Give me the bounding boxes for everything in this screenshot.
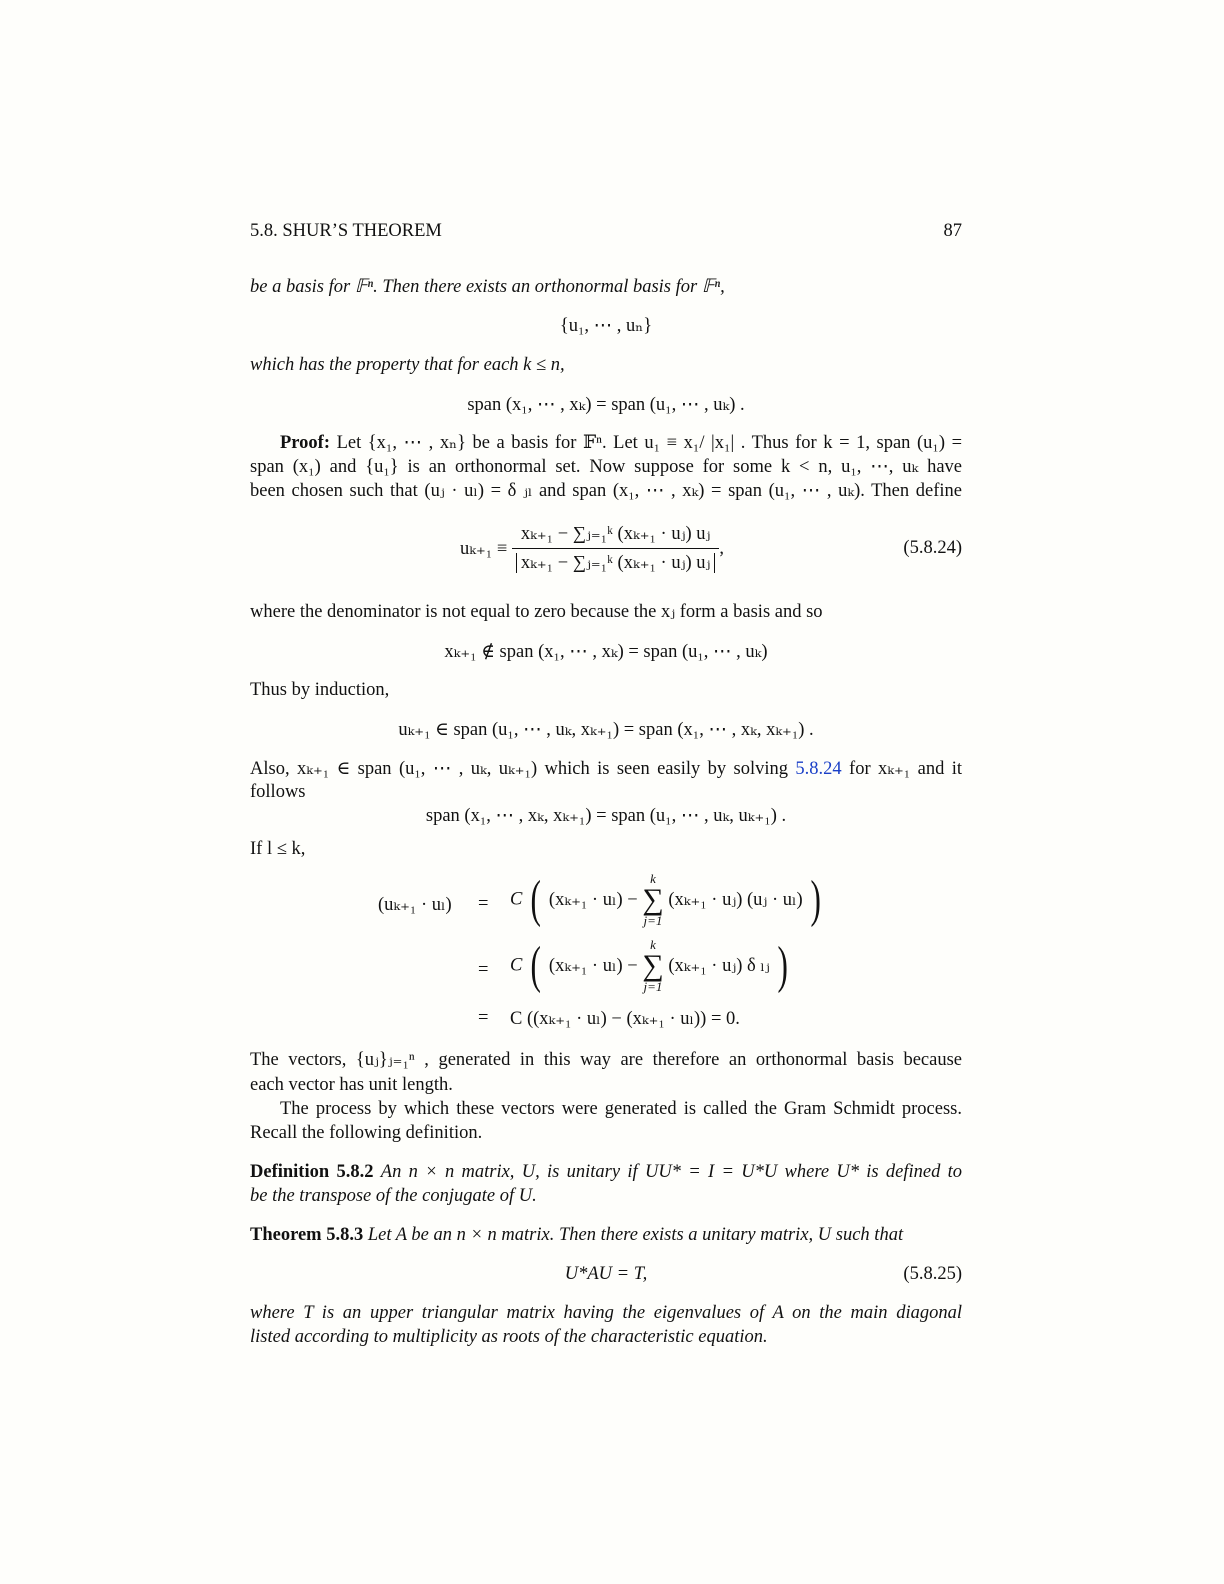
row1-lhs: (uₖ₊₁ · uₗ) <box>378 895 452 915</box>
theorem-text-1: Let A be an n × n matrix. Then there exists a unitary matrix, U such that <box>367 1225 904 1245</box>
span-equality-equation: span (x₁, ⋯ , xₖ, xₖ₊₁) = span (u₁, ⋯ , uₖ, uₖ₊₁) . <box>425 806 787 826</box>
row1-inner-a: (xₖ₊₁ · uₗ) − <box>548 890 638 910</box>
aligned-row-3 <box>378 1008 978 1034</box>
proof-line-2: span (x₁) and {u₁} is an orthonormal set. Now suppose for some k < n, u₁, ⋯, uₖ have <box>250 457 962 477</box>
sum-lower-limit: j=1 <box>643 913 663 928</box>
definition-label: Definition 5.8.2 <box>250 1162 374 1182</box>
eq-trail: , <box>719 538 725 559</box>
theorem-label: Theorem 5.8.3 <box>250 1225 364 1245</box>
theorem-display-equation <box>250 1262 962 1286</box>
definition-line-2: be the transpose of the conjugate of U. <box>250 1186 537 1206</box>
row2-inner-b: (xₖ₊₁ · uⱼ) δ ₗⱼ <box>668 956 770 976</box>
para2-line-1: where the denominator is not equal to zero because the xⱼ form a basis and so <box>250 602 823 622</box>
row1-eq: = <box>478 894 489 914</box>
summation <box>642 872 663 928</box>
sum-lower-limit: j=1 <box>643 979 663 994</box>
big-right-paren: ) <box>777 937 789 994</box>
page-number: 87 <box>943 221 962 241</box>
para3-text-b: for xₖ₊₁ and it <box>841 759 962 779</box>
running-header <box>250 219 962 243</box>
row1-constant: C <box>510 889 523 910</box>
row3-rhs: C ((xₖ₊₁ · uₗ) − (xₖ₊₁ · uₗ)) = 0. <box>510 1009 740 1029</box>
para3-text-a: Also, xₖ₊₁ ∈ span (u₁, ⋯ , uₖ, uₖ₊₁) which is seen easily by solving <box>250 759 796 779</box>
para4-line-4: Recall the following definition. <box>250 1123 483 1143</box>
equation-ref-link-5-8-24[interactable]: 5.8.24 <box>795 759 842 779</box>
eq-lhs: uₖ₊₁ ≡ <box>460 538 508 559</box>
equation-number: (5.8.25) <box>903 1264 962 1284</box>
intro-line-2: which has the property that for each k ≤ n, <box>250 355 565 375</box>
row2-eq: = <box>478 960 489 980</box>
aligned-row-1 <box>378 872 978 936</box>
row3-eq: = <box>478 1008 489 1028</box>
equation-5-8-24 <box>250 516 962 588</box>
not-in-span-equation: xₖ₊₁ ∉ span (x₁, ⋯ , xₖ) = span (u₁, ⋯ , uₖ) <box>444 642 768 662</box>
theorem-line-3: listed according to multiplicity as roots of the characteristic equation. <box>250 1327 768 1347</box>
induction-equation: uₖ₊₁ ∈ span (u₁, ⋯ , uₖ, xₖ₊₁) = span (x₁, ⋯ , xₖ, xₖ₊₁) . <box>398 720 814 740</box>
proof-line-3: been chosen such that (uⱼ · uₗ) = δ ⱼₗ and span (x₁, ⋯ , xₖ) = span (u₁, ⋯ , uₖ). Then define <box>250 481 962 501</box>
sum-upper-limit: k <box>650 937 656 952</box>
para3-line-2: follows <box>250 782 306 802</box>
summation <box>642 938 663 994</box>
definition-text-1: An n × n matrix, U, is unitary if UU* = I = U*U where U* is defined to <box>380 1162 963 1182</box>
intro-line-1: be a basis for 𝔽ⁿ. Then there exists an orthonormal basis for 𝔽ⁿ, <box>250 277 725 297</box>
big-left-paren: ( <box>530 937 541 994</box>
para4-line-1: The vectors, {uⱼ}ⱼ₌₁ⁿ , generated in this way are therefore an orthonormal basis because <box>250 1050 962 1070</box>
proof-text-1: Let {x₁, ⋯ , xₙ} be a basis for 𝔽ⁿ. Let u₁ ≡ x₁/ |x₁| . Thus for k = 1, span (u₁) = <box>336 433 963 453</box>
aligned-equations <box>378 872 968 1037</box>
sigma-symbol: ∑ <box>642 883 664 916</box>
proof-label: Proof: <box>280 433 330 453</box>
span-display-equation: span (x₁, ⋯ , xₖ) = span (u₁, ⋯ , uₖ) . <box>467 395 745 415</box>
fraction-numerator: xₖ₊₁ − ∑ⱼ₌₁ᵏ (xₖ₊₁ · uⱼ) uⱼ <box>512 522 720 549</box>
para3-line-3: If l ≤ k, <box>250 839 306 859</box>
row1-inner-b: (xₖ₊₁ · uⱼ) (uⱼ · uₗ) <box>668 890 803 910</box>
theorem-line-2: where T is an upper triangular matrix having the eigenvalues of A on the main diagonal <box>250 1303 962 1323</box>
basis-display-equation: {u₁, ⋯ , uₙ} <box>559 316 653 336</box>
definition-line-1 <box>250 1160 962 1184</box>
sigma-symbol: ∑ <box>642 949 664 982</box>
proof-line-1 <box>250 431 962 455</box>
fraction <box>512 522 720 575</box>
para4-line-2: each vector has unit length. <box>250 1075 453 1095</box>
theorem-line-1 <box>250 1223 962 1247</box>
theorem-equation: U*AU = T, <box>564 1264 648 1284</box>
big-left-paren: ( <box>530 871 541 928</box>
row2-constant: C <box>510 955 523 976</box>
para3-line-1 <box>250 757 962 781</box>
para4-line-3: The process by which these vectors were generated is called the Gram Schmidt process. <box>280 1099 962 1119</box>
aligned-row-2 <box>378 938 978 1002</box>
sum-upper-limit: k <box>650 871 656 886</box>
fraction-denominator: xₖ₊₁ − ∑ⱼ₌₁ᵏ (xₖ₊₁ · uⱼ) uⱼ <box>516 553 716 573</box>
equation-number: (5.8.24) <box>903 538 962 558</box>
row2-inner-a: (xₖ₊₁ · uₗ) − <box>548 956 638 976</box>
section-title: 5.8. SHUR’S THEOREM <box>250 221 442 241</box>
big-right-paren: ) <box>810 871 822 928</box>
para2-line-2: Thus by induction, <box>250 680 390 700</box>
